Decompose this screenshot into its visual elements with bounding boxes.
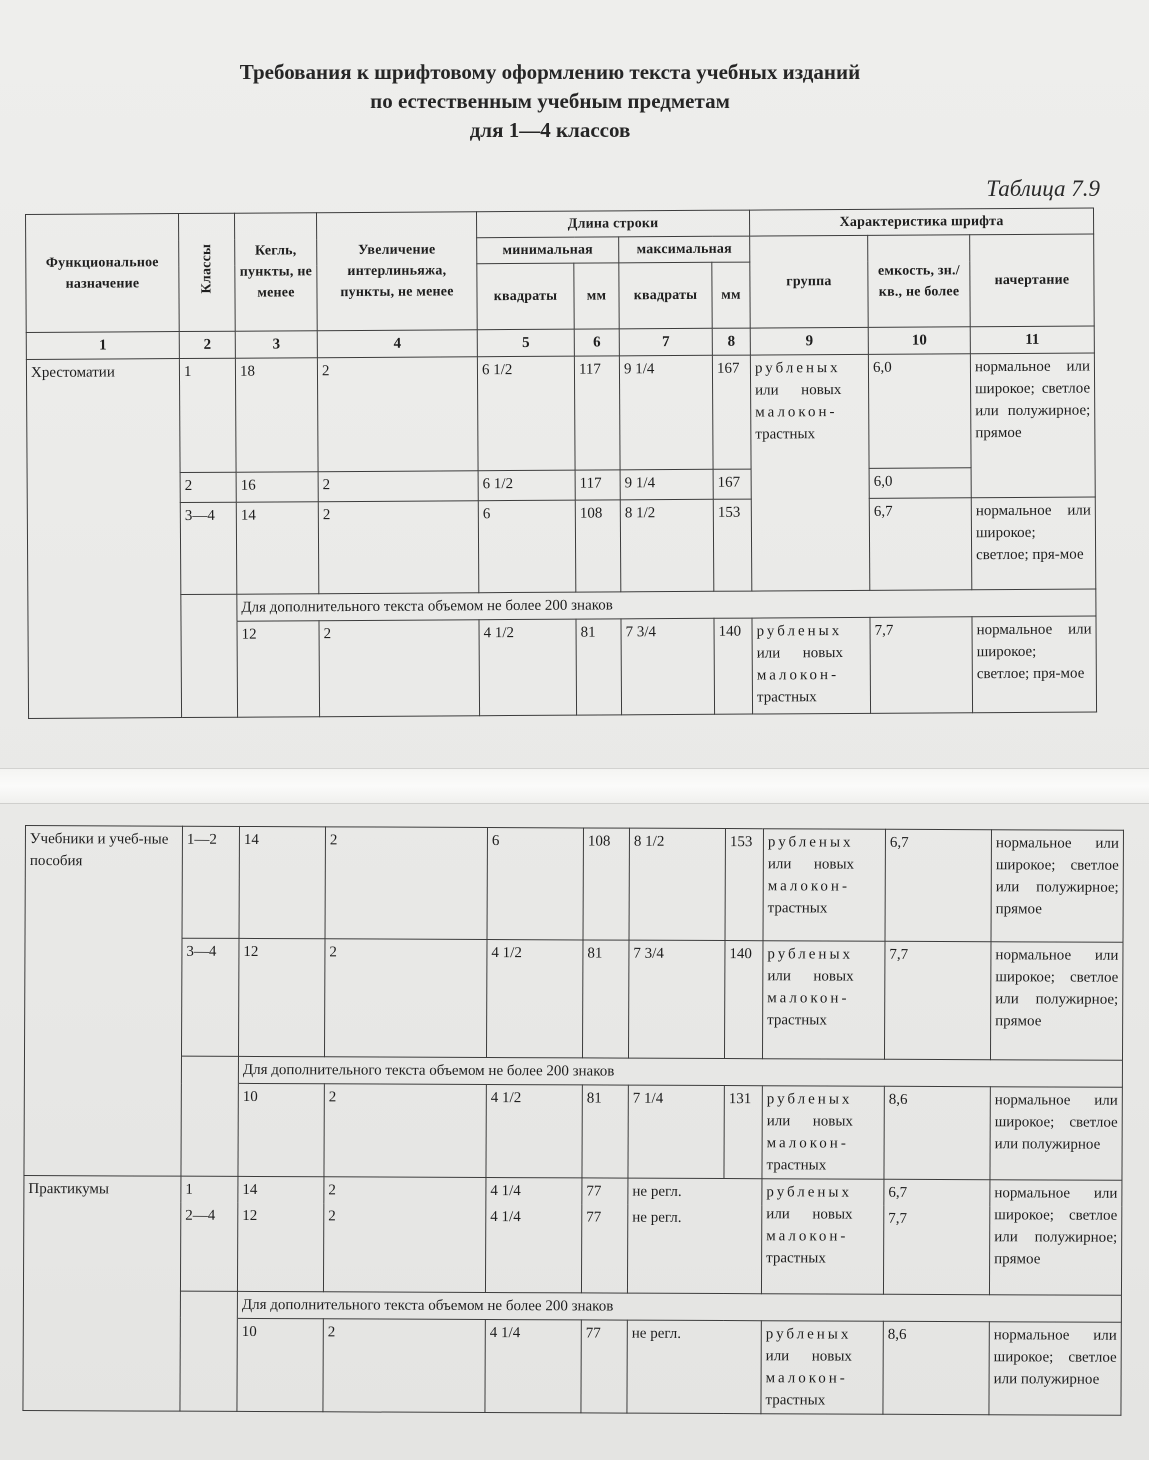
cell-group: рубленых или новых малокон- трастных bbox=[750, 354, 869, 591]
cell-capacity: 6,7 bbox=[884, 1179, 990, 1206]
cell-kegl: 14 bbox=[238, 1176, 324, 1203]
cell-group: рубленых или новых малокон- трастных bbox=[762, 941, 885, 1060]
extra-text-note: Для дополнительного текста объемом не более 200 знаков bbox=[238, 1056, 1122, 1087]
cell-min-mm: 81 bbox=[576, 619, 622, 715]
col-number: 9 bbox=[750, 327, 868, 355]
cell-interline: 2 bbox=[317, 357, 478, 472]
cell-max-quads: 9 1/4 bbox=[619, 355, 713, 470]
cell-max-quads: 9 1/4 bbox=[620, 469, 713, 500]
header-group: группа bbox=[750, 235, 869, 328]
cell-style: нормальное или широкое; светлое; пря-мое bbox=[971, 497, 1096, 590]
cell-interline: 2 bbox=[319, 620, 480, 717]
cell-max-quads: не регл. bbox=[627, 1320, 761, 1414]
section-khrest: Хрестоматии bbox=[26, 359, 181, 719]
cell-style: нормальное или широкое; светлое или полужирное bbox=[990, 1087, 1122, 1181]
cell-kegl: 12 bbox=[237, 621, 320, 717]
col-number: 1 bbox=[26, 332, 179, 360]
cell-interline: 2 bbox=[324, 1084, 486, 1178]
cell-kegl: 12 bbox=[238, 938, 325, 1056]
cell-max-quads: 8 1/2 bbox=[629, 828, 725, 940]
cell-kegl: 12 bbox=[237, 1203, 323, 1291]
table-row bbox=[24, 938, 1123, 1061]
cell-style: нормальное или широкое; светлое или полужирное; прямое bbox=[989, 1180, 1121, 1295]
cell-min-quads: 4 1/4 bbox=[485, 1319, 581, 1412]
section-uchebniki: Учебники и учеб-ные пособия bbox=[24, 826, 183, 1177]
table-row bbox=[27, 497, 1096, 596]
cell-classes: 3—4 bbox=[180, 502, 237, 594]
cell-classes: 3—4 bbox=[181, 938, 239, 1056]
cell-classes: 1 bbox=[181, 1176, 238, 1203]
cell-min-quads: 4 1/2 bbox=[479, 619, 577, 716]
cell-capacity: 8,6 bbox=[884, 1086, 990, 1179]
cell-kegl: 14 bbox=[236, 502, 319, 594]
cell-group: рубленых или новых малокон- трастных bbox=[763, 829, 885, 942]
cell-max-quads: 8 1/2 bbox=[620, 499, 714, 592]
cell-capacity: 6,7 bbox=[885, 829, 991, 941]
cell-classes: 2—4 bbox=[180, 1203, 237, 1291]
header-font-char: Характеристика шрифта bbox=[750, 208, 1094, 236]
cell-min-mm: 81 bbox=[582, 940, 629, 1058]
table-row bbox=[26, 353, 1095, 474]
table-row bbox=[23, 1317, 1121, 1415]
cell-capacity: 7,7 bbox=[870, 617, 973, 714]
title-line-2: по естественным учебным предметам bbox=[370, 89, 730, 113]
col-number: 4 bbox=[317, 330, 477, 358]
cell-min-quads: 4 1/4 bbox=[486, 1178, 582, 1205]
cell-interline: 2 bbox=[324, 1177, 486, 1204]
cell-kegl: 18 bbox=[235, 358, 318, 472]
cell-kegl: 16 bbox=[236, 472, 318, 503]
cell-capacity: 6,7 bbox=[869, 498, 972, 591]
page-gap bbox=[0, 768, 1149, 804]
cell-min-mm: 77 bbox=[582, 1178, 628, 1205]
cell-min-mm: 77 bbox=[581, 1319, 627, 1412]
col-number: 2 bbox=[179, 331, 235, 358]
header-max: максимальная bbox=[619, 236, 750, 263]
cell-group: рубленых или новых малокон- трастных bbox=[762, 1086, 884, 1180]
cell-max-mm: 153 bbox=[713, 499, 752, 591]
cell-interline: 2 bbox=[323, 1203, 485, 1292]
cell-min-mm: 108 bbox=[583, 828, 629, 940]
header-func: Функциональное назначение bbox=[26, 214, 180, 333]
cell-capacity: 6,0 bbox=[869, 468, 971, 499]
cell-max-quads: 7 3/4 bbox=[628, 940, 725, 1058]
cell-empty bbox=[181, 1083, 238, 1176]
header-min-quads: квадраты bbox=[477, 263, 574, 330]
cell-classes: 1 bbox=[179, 358, 236, 472]
cell-interline: 2 bbox=[323, 1318, 485, 1412]
col-number: 3 bbox=[235, 331, 317, 359]
col-number: 10 bbox=[868, 327, 970, 355]
cell-max-mm: 167 bbox=[712, 355, 751, 469]
table-row bbox=[23, 1202, 1121, 1295]
header-max-quads: квадраты bbox=[619, 262, 712, 329]
cell-capacity: 7,7 bbox=[883, 1206, 989, 1294]
header-classes: Классы bbox=[179, 213, 236, 331]
col-number: 11 bbox=[970, 326, 1094, 354]
cell-min-quads: 4 1/2 bbox=[486, 1085, 582, 1178]
page-title bbox=[120, 58, 980, 145]
table-row bbox=[25, 826, 1123, 943]
header-style: начертание bbox=[970, 234, 1095, 327]
cell-min-mm: 108 bbox=[575, 500, 621, 592]
cell-capacity: 8,6 bbox=[883, 1321, 989, 1414]
cell-interline: 2 bbox=[318, 471, 478, 502]
col-number: 6 bbox=[574, 329, 619, 356]
cell-style: нормальное или широкое; светлое или полужирное; прямое bbox=[970, 353, 1095, 498]
cell-empty bbox=[180, 1318, 237, 1411]
cell-max-mm: 140 bbox=[714, 618, 753, 714]
extra-text-note: Для дополнительного текста объемом не более 200 знаков bbox=[237, 1291, 1121, 1322]
cell-empty bbox=[181, 594, 237, 621]
header-interline: Увеличение интерлиньяжа, пункты, не менее bbox=[316, 212, 477, 331]
header-capacity: емкость, зн./кв., не более bbox=[868, 235, 971, 328]
cell-min-mm: 117 bbox=[575, 470, 620, 500]
section-praktikumy: Практикумы bbox=[23, 1175, 181, 1410]
cell-min-quads: 4 1/2 bbox=[486, 940, 583, 1058]
cell-max-quads: 7 3/4 bbox=[621, 618, 715, 715]
cell-capacity: 6,0 bbox=[868, 354, 971, 469]
col-number: 8 bbox=[712, 328, 750, 355]
cell-interline: 2 bbox=[318, 501, 479, 594]
header-min: минимальная bbox=[477, 237, 619, 264]
header-line-length: Длина строки bbox=[476, 210, 749, 238]
cell-capacity: 7,7 bbox=[884, 941, 991, 1059]
table-row bbox=[24, 1082, 1122, 1180]
cell-classes: 1—2 bbox=[182, 826, 239, 938]
cell-min-quads: 6 bbox=[478, 500, 576, 593]
cell-interline: 2 bbox=[324, 939, 487, 1058]
cell-group: рубленых или новых малокон- трастных bbox=[761, 1179, 883, 1294]
cell-empty bbox=[181, 621, 238, 717]
cell-group: рубленых или новых малокон- трастных bbox=[761, 1320, 883, 1414]
extra-text-note: Для дополнительного текста объемом не более 200 знаков bbox=[237, 589, 1096, 621]
cell-group: рубленых или новых малокон- трастных bbox=[752, 617, 871, 714]
header-kegl: Кегль, пункты, не менее bbox=[234, 213, 317, 331]
cell-max-quads: 7 1/4 bbox=[628, 1085, 724, 1178]
cell-kegl: 10 bbox=[238, 1083, 324, 1176]
cell-max-mm: 167 bbox=[713, 469, 751, 499]
table-row bbox=[28, 616, 1097, 719]
title-line-3: для 1—4 классов bbox=[469, 118, 631, 142]
cell-empty bbox=[181, 1056, 238, 1083]
cell-style: нормальное или широкое; светлое или полужирное bbox=[989, 1321, 1121, 1415]
requirements-table-part-1 bbox=[25, 207, 1097, 719]
cell-max-mm: 131 bbox=[724, 1086, 762, 1179]
cell-min-quads: 4 1/4 bbox=[485, 1204, 581, 1292]
cell-max-quads: не регл. bbox=[627, 1205, 761, 1294]
cell-empty bbox=[180, 1291, 237, 1318]
cell-min-mm: 117 bbox=[574, 356, 620, 470]
cell-max-mm: 153 bbox=[725, 829, 763, 941]
cell-kegl: 10 bbox=[237, 1318, 323, 1411]
cell-min-mm: 81 bbox=[582, 1085, 628, 1178]
header-max-mm: мм bbox=[712, 262, 750, 328]
cell-min-mm: 77 bbox=[581, 1204, 627, 1292]
table-number: Таблица 7.9 bbox=[986, 176, 1100, 201]
cell-min-quads: 6 1/2 bbox=[478, 470, 575, 501]
cell-max-mm: 140 bbox=[724, 941, 763, 1059]
cell-min-quads: 6 bbox=[487, 828, 583, 940]
title-line-1: Требования к шрифтовому оформлению текста учебных изданий bbox=[239, 60, 861, 84]
requirements-table-part-2 bbox=[22, 825, 1124, 1415]
header-min-mm: мм bbox=[574, 263, 619, 329]
cell-style: нормальное или широкое; светлое или полужирное; прямое bbox=[991, 830, 1123, 943]
cell-max-quads: не регл. bbox=[628, 1178, 762, 1205]
cell-interline: 2 bbox=[325, 827, 487, 940]
col-number: 7 bbox=[619, 328, 712, 356]
col-number: 5 bbox=[477, 329, 574, 357]
cell-kegl: 14 bbox=[239, 826, 325, 938]
cell-classes: 2 bbox=[180, 472, 236, 502]
cell-style: нормальное или широкое; светлое или полужирное; прямое bbox=[990, 942, 1123, 1061]
cell-min-quads: 6 1/2 bbox=[477, 356, 575, 471]
cell-style: нормальное или широкое; светлое; пря-мое bbox=[972, 616, 1097, 713]
